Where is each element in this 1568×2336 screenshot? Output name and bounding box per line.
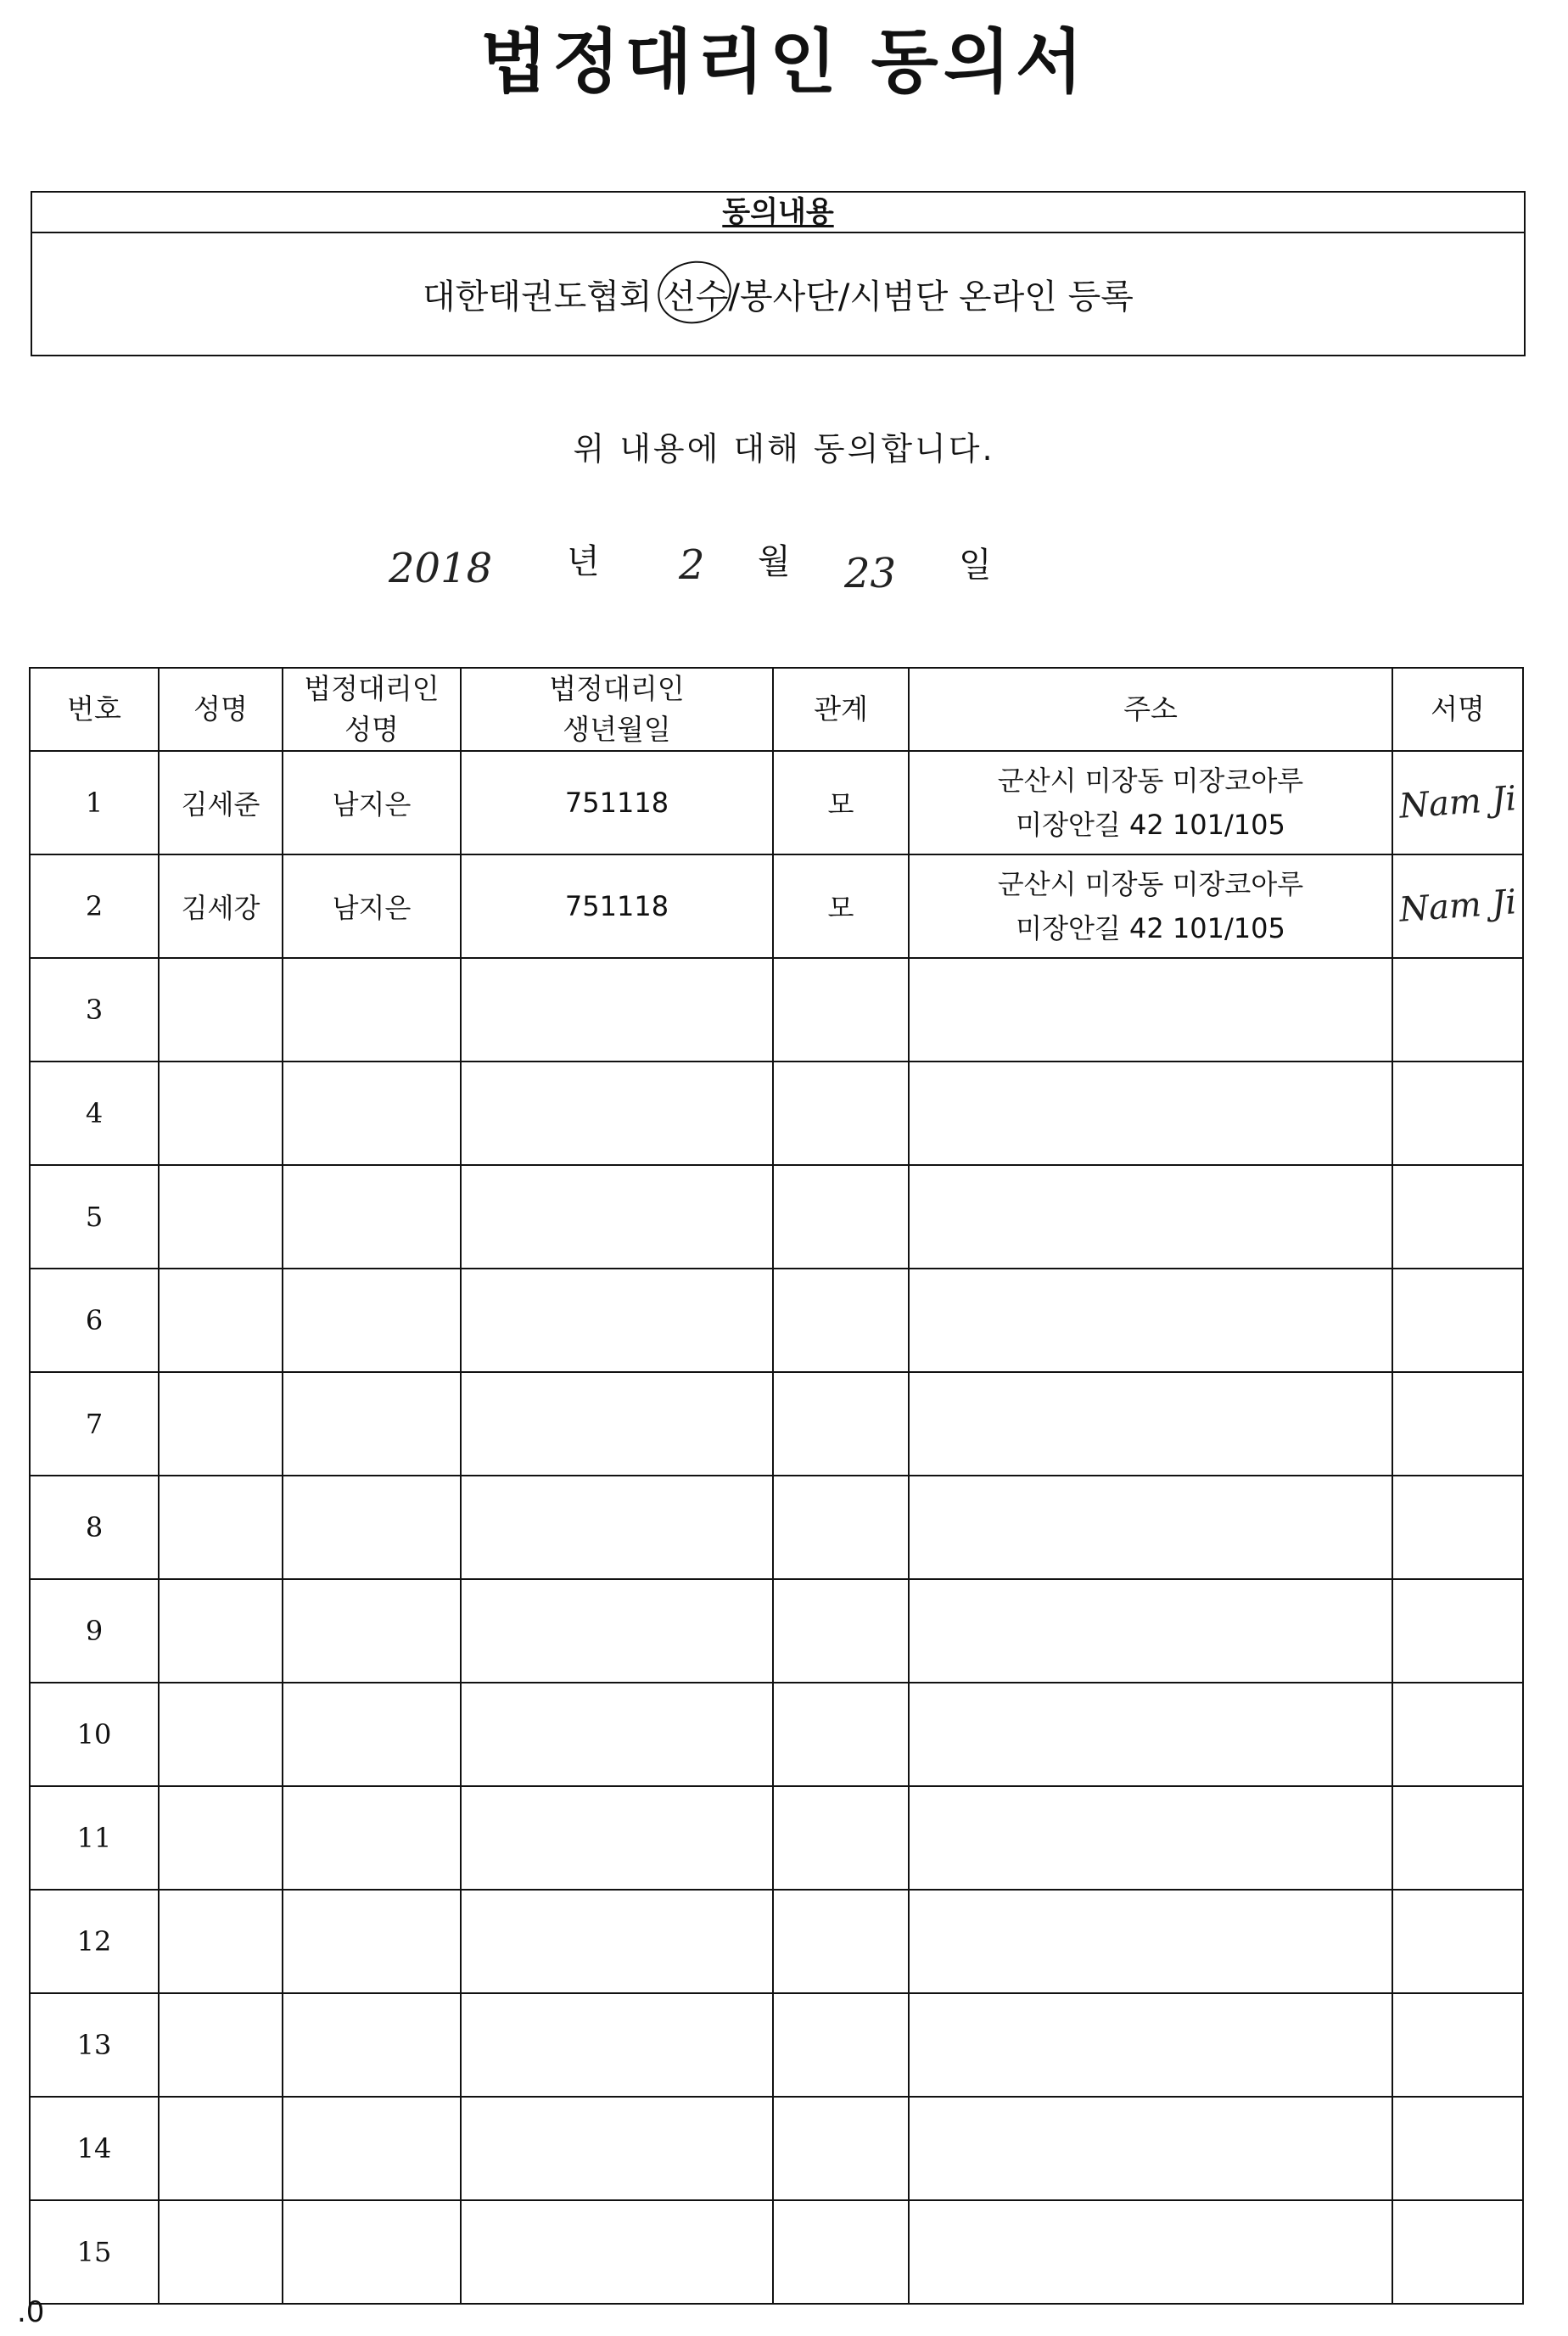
cell-relation [773,1786,909,1890]
cell-no: 4 [30,1062,159,1165]
cell-relation [773,1165,909,1269]
cell-guardian [283,1890,461,1993]
cell-address [909,1372,1392,1476]
table-row [30,1993,1523,2097]
cell-name [159,2200,283,2304]
cell-name [159,1683,283,1786]
table-row [30,1165,1523,1269]
cell-address-line1: 군산시 미장동 미장코아루 [997,868,1304,900]
cell-signature [1392,751,1523,854]
cell-no: 9 [30,1579,159,1683]
cell-birth [461,2097,773,2200]
date-year: 2018 [389,545,493,592]
cell-no: 3 [30,958,159,1062]
cell-guardian [283,1269,461,1372]
cell-relation [773,1062,909,1165]
cell-no: 5 [30,1165,159,1269]
header-guardian-name [283,668,461,751]
cell-relation [773,1269,909,1372]
cell-name [159,2097,283,2200]
table-row [30,1579,1523,1683]
cell-signature [1392,1890,1523,1993]
cell-address [909,1165,1392,1269]
cell-signature [1392,2200,1523,2304]
table-row [30,2097,1523,2200]
date-day-label: 일 [959,546,992,585]
cell-birth [461,1579,773,1683]
cell-signature [1392,1683,1523,1786]
cell-birth [461,2200,773,2304]
cell-address [909,1269,1392,1372]
table-row [30,958,1523,1062]
cell-guardian [283,1579,461,1683]
cell-address [909,1476,1392,1579]
cell-no: 11 [30,1786,159,1890]
consent-content-body [32,233,1524,355]
date-day: 23 [844,550,897,597]
cell-address [909,751,1392,854]
cell-birth [461,1890,773,1993]
table-row [30,1890,1523,1993]
date-line [0,535,1568,602]
cell-name [159,1993,283,2097]
consent-content-header-label: 동의내용 [722,195,834,229]
cell-name [159,1062,283,1165]
cell-birth [461,1062,773,1165]
cell-guardian [283,1683,461,1786]
table-body [30,751,1523,2304]
cell-birth [461,1993,773,2097]
cell-no: 13 [30,1993,159,2097]
cell-address [909,2200,1392,2304]
cell-address [909,1890,1392,1993]
cell-signature [1392,854,1523,958]
cell-guardian [283,2097,461,2200]
cell-relation: 모 [773,854,909,958]
cell-address [909,2097,1392,2200]
cell-no: 2 [30,854,159,958]
date-month-label: 월 [758,542,791,581]
cell-relation [773,958,909,1062]
consent-content-box [31,191,1526,356]
cell-guardian: 남지은 [283,751,461,854]
cell-address-line2: 미장안길 42 101/105 [1016,809,1285,841]
header-guardian-birth [461,668,773,751]
cell-relation [773,1683,909,1786]
cell-signature [1392,1476,1523,1579]
cell-address [909,1683,1392,1786]
cell-name [159,1476,283,1579]
cell-no: 1 [30,751,159,854]
header-signature: 서명 [1392,668,1523,751]
header-no: 번호 [30,668,159,751]
cell-address [909,958,1392,1062]
cell-birth: 751118 [461,854,773,958]
cell-signature [1392,958,1523,1062]
cell-guardian [283,1372,461,1476]
cell-address-line2: 미장안길 42 101/105 [1016,912,1285,944]
cell-relation: 모 [773,751,909,854]
cell-birth [461,1683,773,1786]
cell-birth [461,1476,773,1579]
date-year-label: 년 [567,542,600,581]
cell-birth [461,1786,773,1890]
cell-signature [1392,1993,1523,2097]
cell-no: 14 [30,2097,159,2200]
cell-signature [1392,1372,1523,1476]
header-guardian-name-line1: 법정대리인 [304,672,440,705]
cell-signature [1392,1165,1523,1269]
consent-circled-option: 선수 [663,270,728,318]
cell-no: 7 [30,1372,159,1476]
cell-address [909,1579,1392,1683]
cell-no: 8 [30,1476,159,1579]
cell-signature [1392,1786,1523,1890]
cell-name [159,1890,283,1993]
consent-content-header [32,193,1524,233]
table-header-row [30,668,1523,751]
cell-birth [461,1269,773,1372]
cell-birth [461,1165,773,1269]
guardian-table [29,667,1524,2305]
cell-address [909,1993,1392,2097]
cell-name [159,1269,283,1372]
cell-signature [1392,1269,1523,1372]
handwritten-signature: Nam Ji [1397,779,1518,826]
cell-no: 12 [30,1890,159,1993]
cell-address [909,854,1392,958]
cell-name: 김세강 [159,854,283,958]
cell-no: 15 [30,2200,159,2304]
table-row [30,751,1523,854]
consent-body-suffix: /봉사단/시범단 온라인 등록 [728,277,1134,317]
table-row [30,1269,1523,1372]
document-title: 법정대리인 동의서 [479,22,1089,103]
cell-relation [773,1372,909,1476]
cell-name: 김세준 [159,751,283,854]
table-row [30,2200,1523,2304]
cell-relation [773,1890,909,1993]
table-row [30,1062,1523,1165]
cell-address [909,1062,1392,1165]
cell-name [159,1165,283,1269]
cell-guardian [283,1165,461,1269]
cell-birth [461,1372,773,1476]
cell-name [159,1372,283,1476]
consent-body-prefix: 대한태권도협회 [423,277,664,317]
cell-guardian [283,2200,461,2304]
cell-no: 6 [30,1269,159,1372]
header-guardian-birth-line1: 법정대리인 [549,672,685,705]
cell-address [909,1786,1392,1890]
cell-relation [773,2097,909,2200]
cell-guardian [283,1062,461,1165]
cell-name [159,958,283,1062]
page-footer-mark: .0 [17,2295,45,2329]
table-row [30,1372,1523,1476]
cell-birth: 751118 [461,751,773,854]
date-month: 2 [679,541,705,589]
cell-name [159,1579,283,1683]
table-row [30,1683,1523,1786]
cell-signature [1392,1579,1523,1683]
header-name: 성명 [159,668,283,751]
cell-guardian [283,958,461,1062]
cell-birth [461,958,773,1062]
table-row [30,854,1523,958]
table-row [30,1786,1523,1890]
table-row [30,1476,1523,1579]
cell-guardian: 남지은 [283,854,461,958]
cell-guardian [283,1993,461,2097]
header-guardian-birth-line2: 생년월일 [563,713,671,746]
cell-guardian [283,1476,461,1579]
cell-address-line1: 군산시 미장동 미장코아루 [997,765,1304,797]
cell-guardian [283,1786,461,1890]
cell-relation [773,2200,909,2304]
agreement-statement: 위 내용에 대해 동의합니다. [573,430,995,468]
cell-relation [773,1476,909,1579]
cell-signature [1392,2097,1523,2200]
header-relation: 관계 [773,668,909,751]
cell-signature [1392,1062,1523,1165]
cell-no: 10 [30,1683,159,1786]
cell-name [159,1786,283,1890]
cell-relation [773,1579,909,1683]
header-address: 주소 [909,668,1392,751]
header-guardian-name-line2: 성명 [344,713,399,746]
handwritten-signature: Nam Ji [1397,882,1518,930]
cell-relation [773,1993,909,2097]
